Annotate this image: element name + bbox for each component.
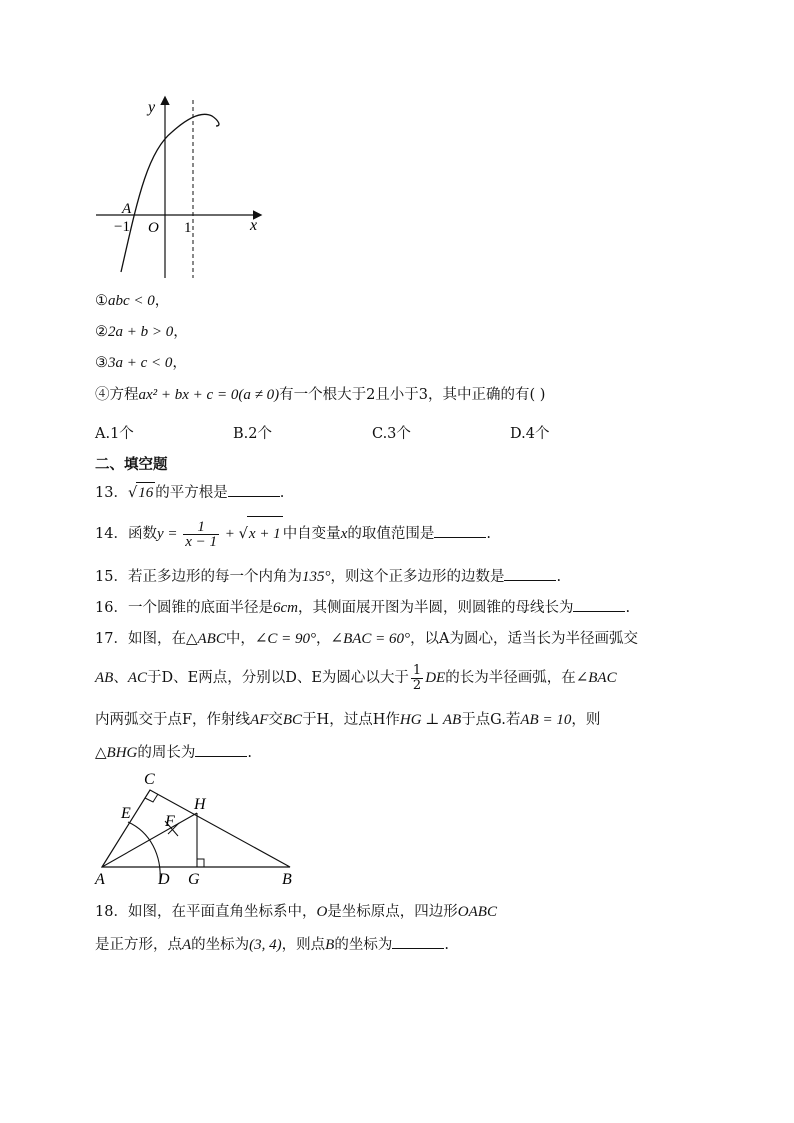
x-label: x bbox=[250, 217, 258, 234]
statement-3: ③3a + c < 0， bbox=[95, 355, 187, 371]
label-d: D bbox=[158, 871, 170, 888]
label-f: F bbox=[165, 813, 175, 830]
answer-blank[interactable] bbox=[195, 742, 247, 757]
question-17-line-2: AB、AC于D、E两点，分别以D、E为圆心以大于 $\frac{1}{2}$ DE的长为半径画弧，在∠BAC bbox=[95, 662, 617, 693]
triangle-figure bbox=[90, 770, 305, 890]
option-a: A.1个 bbox=[95, 426, 134, 442]
answer-blank[interactable] bbox=[434, 523, 486, 538]
option-c: C.3个 bbox=[372, 426, 411, 442]
question-18-line-1: 18．如图，在平面直角坐标系中，O是坐标原点，四边形OABC bbox=[95, 904, 497, 920]
section-heading: 二、填空题 bbox=[95, 457, 168, 473]
statement-4: ④方程ax² + bx + c = 0(a ≠ 0)有一个根大于2且小于3，其中正确的有( ) bbox=[95, 387, 546, 403]
arc-de bbox=[128, 822, 160, 882]
parabola-graph bbox=[92, 92, 272, 282]
question-16: 16．一个圆锥的底面半径是6cm，其侧面展开图为半圆，则圆锥的母线长为 . bbox=[95, 597, 630, 618]
point-a-label: A bbox=[122, 201, 132, 217]
answer-blank[interactable] bbox=[228, 482, 280, 497]
question-14: 14．函数y = $\frac{1}{x - 1}$ + √x + 1 中自变量x的取值范围是 . bbox=[95, 516, 491, 551]
origin-label: O bbox=[148, 220, 159, 236]
statement-1: ①abc < 0， bbox=[95, 293, 170, 309]
option-d: D.4个 bbox=[510, 426, 550, 442]
question-17-line-3: 内两弧交于点F，作射线AF交BC于H，过点H作HG ⊥ AB于点G.若AB = 10，则 bbox=[95, 712, 601, 728]
y-label: y bbox=[148, 99, 156, 116]
one-label: 1 bbox=[184, 220, 192, 236]
answer-blank[interactable] bbox=[504, 566, 556, 581]
label-g: G bbox=[188, 871, 200, 888]
parabola-curve bbox=[121, 114, 219, 272]
label-a: A bbox=[95, 871, 105, 888]
label-h: H bbox=[194, 796, 206, 813]
label-b: B bbox=[282, 871, 292, 888]
question-17-line-4: △BHG的周长为 . bbox=[95, 742, 252, 763]
label-c: C bbox=[144, 771, 155, 788]
label-e: E bbox=[121, 805, 131, 822]
option-b: B.2个 bbox=[233, 426, 272, 442]
question-15: 15．若正多边形的每一个内角为135°，则这个正多边形的边数是 . bbox=[95, 566, 561, 587]
right-angle-g bbox=[197, 859, 204, 867]
statement-2: ②2a + b > 0， bbox=[95, 324, 188, 340]
question-17-line-1: 17．如图，在△ABC中，∠C = 90°，∠BAC = 60°，以A为圆心，适当长为半径画弧交 bbox=[95, 631, 639, 647]
answer-blank[interactable] bbox=[392, 934, 444, 949]
question-18-line-2: 是正方形，点A的坐标为(3, 4)，则点B的坐标为 . bbox=[95, 934, 449, 955]
question-13: 13．√16 的平方根是 . bbox=[95, 482, 284, 503]
neg-one-label: −1 bbox=[114, 219, 130, 235]
answer-blank[interactable] bbox=[573, 597, 625, 612]
